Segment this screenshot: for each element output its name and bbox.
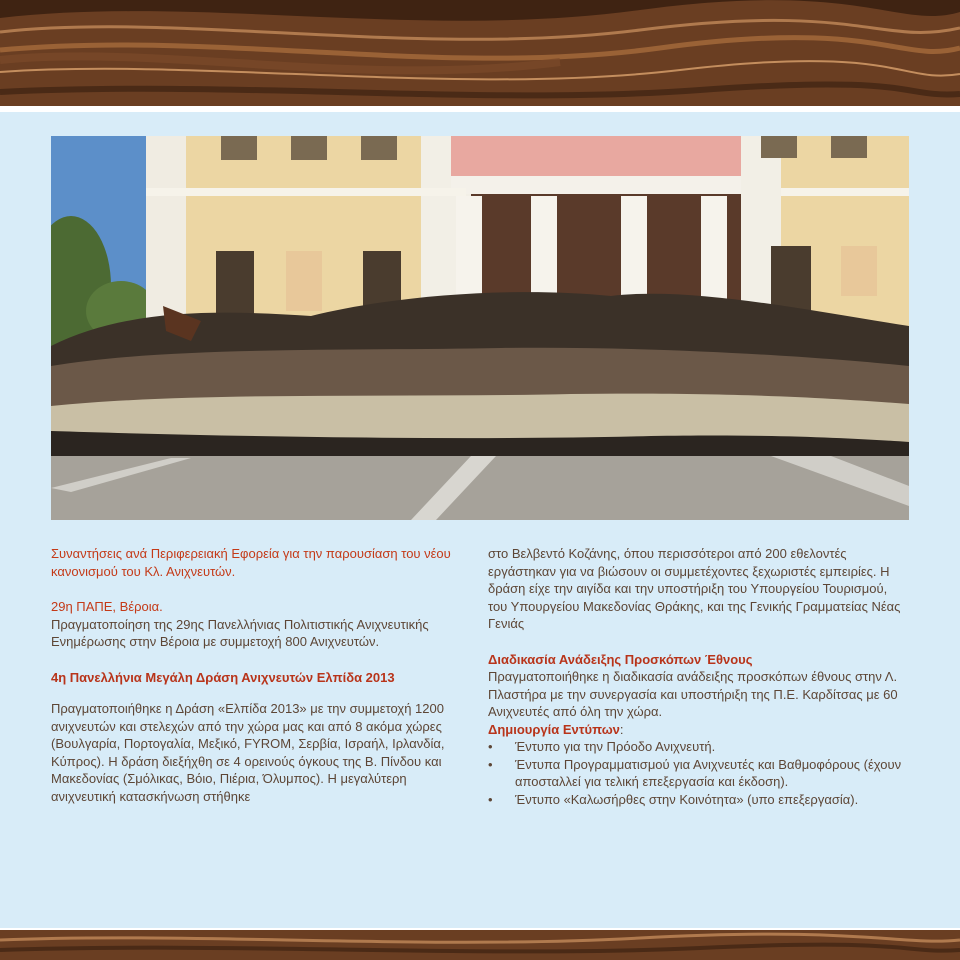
papi-veroia-body: Πραγματοποίηση της 29ης Πανελλήνιας Πολιτιστικής Ανιχνευτικής Ενημέρωσης στην Βέροια με συμμετοχή 800 Ανιχνευτών. [51, 616, 429, 649]
proskopon-ethnous-body: Πραγματοποιήθηκε η διαδικασία ανάδειξης προσκόπων έθνους στην Λ. Πλαστήρα με την συνεργασία και υποστήριξη της Π.Ε. Καρδίτσας με 60 Ανιχνευτές από όλη την χώρα. [488, 669, 898, 719]
elpida-2013-body: Πραγματοποιήθηκε η Δράση «Ελπίδα 2013» με την συμμετοχή 1200 ανιχνευτών και στελεχών από την χώρα μας και από 8 ακόμα χώρες (Βουλγαρία, Πορτογαλία, Μεξικό, FYROM, Σερβία, Ισραήλ, Ιρλανδία, Κύπρος). Η δράση διεξήχθη σε 4 ορεινούς όγκους της Β. Πίνδου και Μακεδονίας (Σμόλικας, Βόιο, Πιέρια, Όλυμπος). Η μεγαλύτερη ανιχνευτική κατασκήνωση στήθηκε [51, 701, 445, 804]
list-item: • Έντυπο «Καλωσήρθες στην Κοινότητα» (υπο επεξεργασία). [488, 791, 908, 809]
entypa-bullet-list [488, 738, 908, 808]
section-title-entypa [488, 721, 908, 739]
list-item: • Έντυπο για την Πρόοδο Ανιχνευτή. [488, 738, 908, 756]
group-photo [51, 136, 909, 520]
entypa-title-colon: : [619, 721, 624, 737]
continuation-paragraph: στο Βελβεντό Κοζάνης, όπου περισσότεροι από 200 εθελοντές εργάστηκαν για να βιώσουν οι συμμετέχοντες ξεχωριστές εμπειρίες. Η δράση είχε την αιγίδα και την υποστήριξη του Υπουργείου Τουρισμού, του Υπουργείου Μακεδονίας Θράκης, και της Γενικής Γραμματείας Νέας Γενιάς [488, 546, 901, 631]
section-title-proskopon-ethnous: Διαδικασία Ανάδειξης Προσκόπων Έθνους [488, 651, 753, 667]
list-item: • Έντυπα Προγραμματισμού για Ανιχνευτές και Βαθμοφόρους (έχουν αποσταλλεί για τελική επεξεργασία και έκδοση). [488, 756, 908, 791]
intro-paragraph: Συναντήσεις ανά Περιφερειακή Εφορεία για την παρουσίαση του νέου κανονισμού του Κλ. Ανιχνευτών. [51, 546, 451, 579]
section-title-papi-veroia-text: 29η ΠΑΠΕ, Βέροια. [51, 599, 163, 614]
section-title-papi-veroia [51, 598, 463, 616]
top-decorative-band [0, 0, 960, 112]
bottom-decorative-band [0, 928, 960, 960]
left-text-column [51, 545, 463, 805]
right-text-column [488, 545, 908, 808]
entypa-title-text: Δημιουργία Εντύπων [488, 721, 620, 737]
section-title-elpida-2013: 4η Πανελλήνια Μεγάλη Δράση Ανιχνευτών Ελπίδα 2013 [51, 669, 395, 685]
